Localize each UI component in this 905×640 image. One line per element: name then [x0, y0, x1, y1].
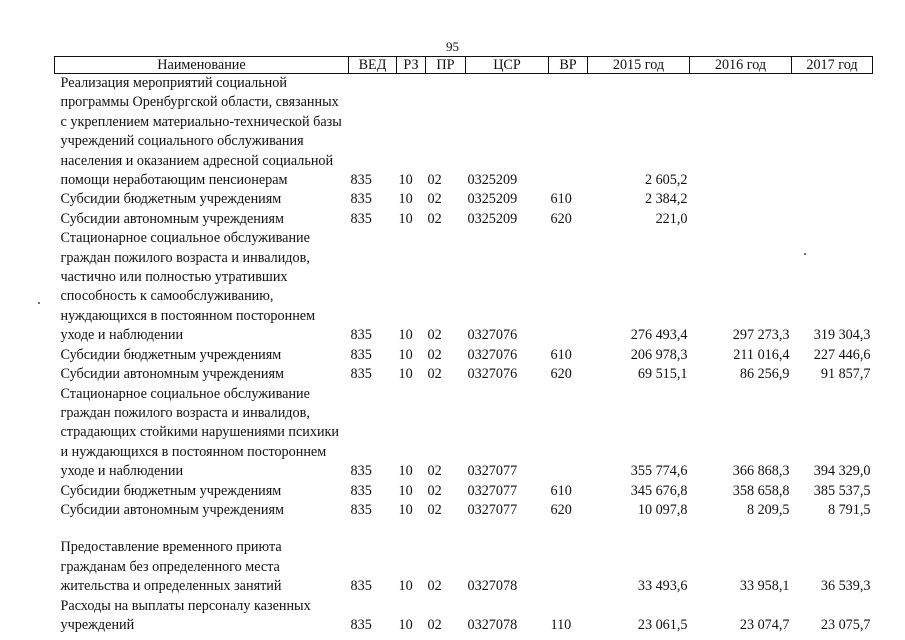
page-number: 95 — [446, 39, 459, 54]
cell-ved: 835 — [350, 501, 372, 518]
cell-2015: 2 384,2 — [644, 191, 688, 208]
table-header-row — [55, 57, 873, 74]
cell-2015: 221,0 — [655, 210, 688, 227]
cell-csr: 0327077 — [467, 463, 518, 480]
table-row — [55, 501, 873, 520]
cell-2015: 345 676,8 — [630, 482, 688, 499]
cell-2015: 10 097,8 — [637, 501, 688, 518]
cell-2017: 319 304,3 — [813, 327, 871, 344]
cell-pr: 02 — [427, 616, 442, 633]
cell-pr: 02 — [427, 327, 442, 344]
cell-rz: 10 — [398, 346, 413, 363]
cell-vr — [549, 385, 588, 482]
table-row — [55, 597, 873, 636]
cell-csr: 0327076 — [467, 327, 518, 344]
cell-vr — [549, 538, 588, 596]
cell-ved: 835 — [350, 346, 372, 363]
table-row — [55, 482, 873, 501]
cell-name: Расходы на выплаты персоналу казенных учреждений — [60, 597, 311, 633]
cell-ved: 835 — [350, 616, 372, 633]
cell-pr: 02 — [427, 346, 442, 363]
header-2017: 2017 год — [792, 57, 873, 74]
cell-vr: 610 — [550, 482, 572, 499]
cell-csr: 0325209 — [467, 210, 518, 227]
cell-name: Субсидии бюджетным учреждениям — [60, 346, 282, 363]
cell-rz: 10 — [398, 172, 413, 189]
cell-rz: 10 — [398, 482, 413, 499]
cell-2016: 8 209,5 — [746, 501, 790, 518]
cell-csr: 0325209 — [467, 172, 518, 189]
cell-rz: 10 — [398, 501, 413, 518]
cell-name: Субсидии автономным учреждениям — [60, 366, 284, 383]
table-row — [55, 210, 873, 229]
cell-pr: 02 — [427, 463, 442, 480]
cell-2017 — [792, 74, 873, 191]
row-spacer — [55, 520, 873, 538]
spacer-cell — [55, 520, 873, 538]
cell-rz: 10 — [398, 327, 413, 344]
cell-rz: 10 — [398, 191, 413, 208]
cell-2016: 33 958,1 — [739, 578, 790, 595]
header-pr: ПР — [426, 57, 466, 74]
cell-2016: 23 074,7 — [739, 616, 790, 633]
cell-2015: 69 515,1 — [637, 366, 688, 383]
table-row — [55, 229, 873, 345]
cell-name: Стационарное социальное обслуживание граждан пожилого возраста и инвалидов, частично или полностью утративших способность к самообслуживанию, нуждающихся в постоянном постороннем уходе и наблюдении — [60, 230, 316, 344]
cell-2016: 86 256,9 — [739, 366, 790, 383]
cell-csr: 0327077 — [467, 482, 518, 499]
cell-2015: 206 978,3 — [630, 346, 688, 363]
cell-ved: 835 — [350, 191, 372, 208]
cell-pr: 02 — [427, 366, 442, 383]
cell-vr: 620 — [550, 210, 572, 227]
cell-2016: 211 016,4 — [733, 346, 790, 363]
cell-2017 — [792, 210, 873, 229]
cell-ved: 835 — [350, 463, 372, 480]
cell-2017 — [792, 190, 873, 209]
cell-pr: 02 — [427, 578, 442, 595]
cell-rz: 10 — [398, 616, 413, 633]
cell-2016 — [690, 74, 792, 191]
cell-2015: 355 774,6 — [630, 463, 688, 480]
table-body — [55, 74, 873, 636]
cell-2015: 33 493,6 — [637, 578, 688, 595]
cell-rz: 10 — [398, 578, 413, 595]
cell-2017: 227 446,6 — [813, 346, 871, 363]
cell-csr: 0327076 — [467, 366, 518, 383]
table-row — [55, 190, 873, 209]
header-name: Наименование — [55, 57, 349, 74]
cell-pr: 02 — [427, 172, 442, 189]
cell-2017: 23 075,7 — [820, 616, 871, 633]
cell-name: Субсидии бюджетным учреждениям — [60, 482, 282, 499]
cell-vr: 610 — [550, 346, 572, 363]
cell-vr: 620 — [550, 501, 572, 518]
header-csr: ЦСР — [466, 57, 549, 74]
cell-vr — [549, 229, 588, 345]
cell-csr: 0325209 — [467, 191, 518, 208]
cell-vr: 610 — [550, 191, 572, 208]
cell-name: Субсидии автономным учреждениям — [60, 501, 284, 518]
cell-csr: 0327078 — [467, 616, 518, 633]
cell-2017: 91 857,7 — [820, 366, 871, 383]
budget-table — [54, 56, 873, 635]
scan-speck — [38, 302, 40, 304]
cell-pr: 02 — [427, 501, 442, 518]
cell-ved: 835 — [350, 172, 372, 189]
cell-rz: 10 — [398, 210, 413, 227]
cell-pr: 02 — [427, 482, 442, 499]
cell-2017: 36 539,3 — [820, 578, 871, 595]
cell-ved: 835 — [350, 578, 372, 595]
cell-ved: 835 — [350, 366, 372, 383]
table-row — [55, 385, 873, 482]
cell-2016: 366 868,3 — [732, 463, 790, 480]
header-rz: РЗ — [397, 57, 426, 74]
cell-pr: 02 — [427, 210, 442, 227]
cell-2016: 297 273,3 — [732, 327, 790, 344]
cell-csr: 0327076 — [467, 346, 518, 363]
cell-csr: 0327078 — [467, 578, 518, 595]
cell-name: Субсидии бюджетным учреждениям — [60, 191, 282, 208]
cell-2015: 276 493,4 — [630, 327, 688, 344]
cell-ved: 835 — [350, 327, 372, 344]
table-row — [55, 365, 873, 384]
header-ved: ВЕД — [349, 57, 397, 74]
cell-csr: 0327077 — [467, 501, 518, 518]
cell-name: Предоставление временного приюта гражданам без определенного места жительства и определенных занятий — [60, 539, 282, 595]
header-2016: 2016 год — [690, 57, 792, 74]
cell-2016: 358 658,8 — [732, 482, 790, 499]
table-row — [55, 538, 873, 596]
header-2015: 2015 год — [588, 57, 690, 74]
cell-vr — [549, 74, 588, 191]
cell-pr: 02 — [427, 191, 442, 208]
cell-2017: 394 329,0 — [813, 463, 871, 480]
table-row — [55, 346, 873, 365]
cell-2016 — [690, 190, 792, 209]
cell-ved: 835 — [350, 210, 372, 227]
cell-name: Субсидии автономным учреждениям — [60, 210, 284, 227]
cell-rz: 10 — [398, 463, 413, 480]
cell-2015: 23 061,5 — [637, 616, 688, 633]
cell-name: Стационарное социальное обслуживание граждан пожилого возраста и инвалидов, страдающих стойкими нарушениями психики и нуждающихся в постоянном постороннем уходе и наблюдении — [60, 385, 340, 480]
cell-2016 — [690, 210, 792, 229]
cell-vr: 110 — [550, 616, 572, 633]
cell-name: Реализация мероприятий социальной программы Оренбургской области, связанных с укреплением материально-технической базы учреждений социального обслуживания населения и оказанием адресной социальной помощи неработающим пенсионерам — [60, 75, 342, 189]
cell-vr: 620 — [550, 366, 572, 383]
cell-2017: 8 791,5 — [827, 501, 871, 518]
header-vr: ВР — [549, 57, 588, 74]
cell-ved: 835 — [350, 482, 372, 499]
cell-rz: 10 — [398, 366, 413, 383]
cell-2015: 2 605,2 — [644, 172, 688, 189]
cell-2017: 385 537,5 — [813, 482, 871, 499]
table-row — [55, 74, 873, 191]
